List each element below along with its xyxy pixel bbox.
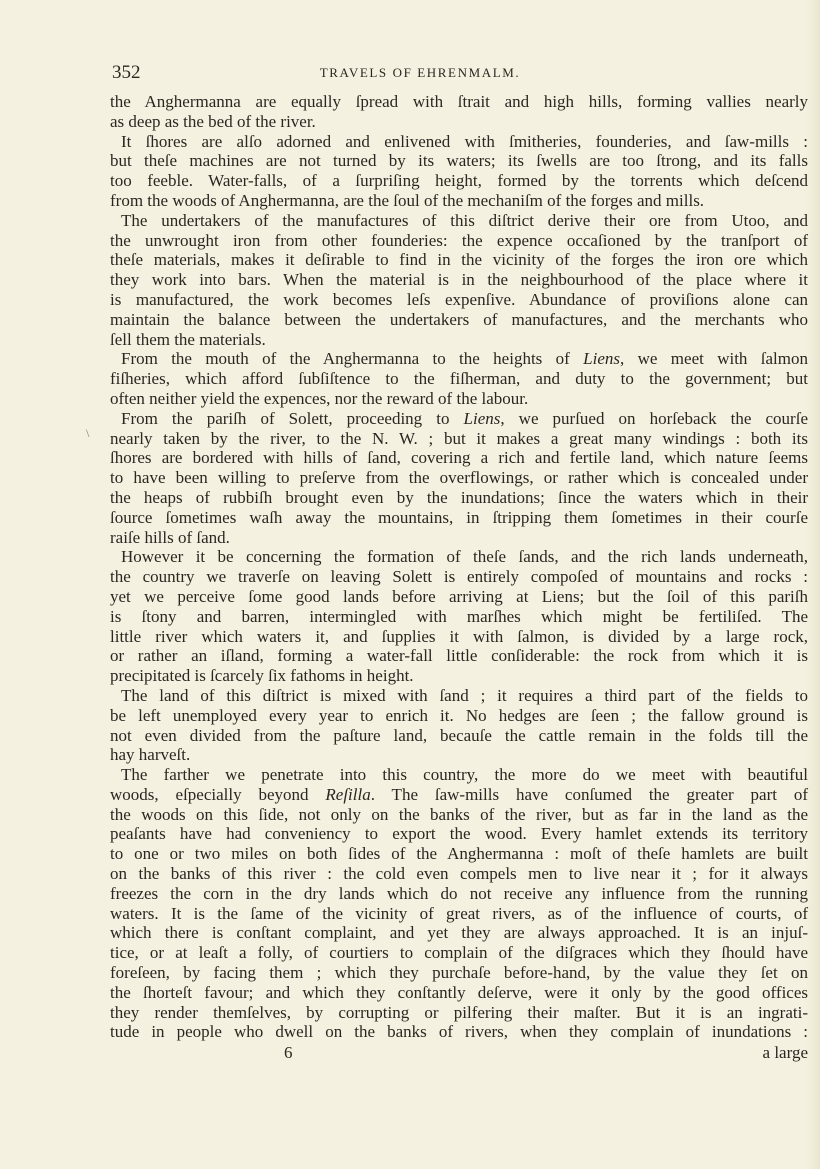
text-line: to have been willing to preſerve from the overflowings, or rather which is concealed under: [110, 468, 808, 488]
text-line: they work into bars. When the material is in the neighbourhood of the place where it: [110, 270, 808, 290]
text-line: the heaps of rubbiſh brought even by the inundations; ſince the waters which in their: [110, 487, 808, 507]
text-line: the Anghermanna are equally ſpread with ſtrait and high hills, forming vallies nearly: [110, 92, 808, 111]
text-line: From the pariſh of Solett, proceeding to Liens, we purſued on horſeback the courſe: [121, 408, 808, 428]
text-line: It ſhores are alſo adorned and enlivened with ſmitheries, founderies, and ſaw-mills :: [121, 131, 808, 151]
text-line: from the woods of Anghermanna, are the ſoul of the mechaniſm of the forges and mills.: [110, 190, 705, 210]
text-line: the woods on this ſide, not only on the banks of the river, but as far in the land as the: [110, 804, 808, 824]
text-line: hay harveſt.: [110, 745, 191, 765]
text-line: the ſhorteſt favour; and which they conſtantly deſerve, were it only by the good offices: [110, 982, 808, 1002]
text-line: yet we perceive ſome good lands before arriving at Liens; but the ſoil of this pariſh: [110, 586, 808, 606]
text-line: From the mouth of the Anghermanna to the heights of Liens, we meet with ſalmon: [121, 349, 808, 369]
text-line: be left unemployed every year to enrich it. No hedges are ſeen ; the fallow ground is: [110, 705, 808, 725]
text-line: The farther we penetrate into this country, the more do we meet with beautiful: [121, 765, 808, 785]
text-line: often neither yield the expences, nor the reward of the labour.: [110, 388, 529, 408]
text-line: not even divided from the paſture land, becauſe the cattle remain in the folds till the: [110, 725, 808, 745]
text-line: peaſants have had conveniency to export the wood. Every hamlet extends its territory: [110, 824, 808, 844]
text-line: fiſheries, which afford ſubſiſtence to the fiſherman, and duty to the government; but: [110, 369, 808, 389]
text-line: ſhores are bordered with hills of ſand, covering a rich and fertile land, which nature ſeems: [110, 448, 808, 468]
text-line: ſource ſometimes waſh away the mountains, in ſtripping them ſometimes in their courſe: [110, 507, 808, 527]
text-line: maintain the balance between the undertakers of manufactures, and the merchants who: [110, 309, 808, 329]
text-line: theſe materials, makes it deſirable to find in the vicinity of the forges the iron ore which: [110, 250, 808, 270]
text-line: which there is conſtant complaint, and yet they are always approached. It is an injuſ-: [110, 923, 808, 943]
catchword: a large: [762, 1043, 808, 1062]
text-line: ſell them the materials.: [110, 329, 266, 349]
text-line: nearly taken by the river, to the N. W. ; but it makes a great many windings : both its: [110, 428, 808, 448]
signature-mark: 6: [284, 1043, 293, 1062]
text-line: However it be concerning the formation of theſe ſands, and the rich lands underneath,: [121, 547, 808, 567]
text-line: on the banks of this river : the cold even compels men to live near it ; for it always: [110, 864, 808, 884]
text-line: to one or two miles on both ſides of the Anghermanna : moſt of theſe hamlets are built: [110, 844, 808, 864]
text-line: little river which waters it, and ſupplies it with ſalmon, is divided by a large rock,: [110, 626, 808, 646]
text-line: waters. It is the ſame of the vicinity of great rivers, as of the influence of courts, of: [110, 903, 808, 923]
text-line: The undertakers of the manufactures of this diſtrict derive their ore from Utoo, and: [121, 210, 808, 230]
text-line: freezes the corn in the dry lands which do not receive any influence from the running: [110, 883, 808, 903]
text-line: they render themſelves, by corrupting or pilfering their maſter. But it is an ingrati-: [110, 1002, 808, 1022]
margin-mark: \: [86, 426, 90, 440]
text-line: too feeble. Water-falls, of a ſurpriſing height, formed by the torrents which deſcend: [110, 171, 808, 191]
page-number: 352: [112, 62, 141, 83]
text-line: is ſtony and barren, intermingled with marſhes which might be fertiliſed. The: [110, 606, 808, 626]
text-line: foreſeen, by facing them ; which they purchaſe before-hand, by the value they ſet on: [110, 963, 808, 983]
running-title: TRAVELS OF EHRENMALM.: [319, 65, 521, 80]
page-edge: [806, 0, 820, 1169]
text-line: the country we traverſe on leaving Solett is entirely compoſed of mountains and rocks :: [110, 567, 808, 587]
text-line: as deep as the bed of the river.: [110, 111, 316, 131]
text-line: or rather an iſland, forming a water-fall little conſiderable: the rock from which it is: [110, 646, 808, 666]
text-line: tice, or at leaſt a folly, of courtiers to complain of the diſgraces which they ſhould have: [110, 943, 808, 963]
text-line: but theſe machines are not turned by its waters; its ſwells are too ſtrong, and its falls: [110, 151, 808, 171]
text-line: woods, eſpecially beyond Reſilla. The ſaw-mills have conſumed the greater part of: [110, 784, 809, 804]
text-line: the unwrought iron from other founderies: the expence occaſioned by the tranſport of: [110, 230, 808, 250]
page-footer: [110, 1043, 808, 1063]
text-line: The land of this diſtrict is mixed with ſand ; it requires a third part of the fields to: [121, 685, 808, 705]
text-line: is manufactured, the work becomes leſs expenſive. Abundance of proviſions alone can: [110, 289, 808, 309]
text-line: raiſe hills of ſand.: [110, 527, 230, 547]
body-text: [110, 92, 808, 1042]
text-line: tude in people who dwell on the banks of rivers, when they complain of inundations :: [110, 1022, 808, 1042]
text-line: precipitated is ſcarcely ſix fathoms in height.: [110, 666, 414, 686]
